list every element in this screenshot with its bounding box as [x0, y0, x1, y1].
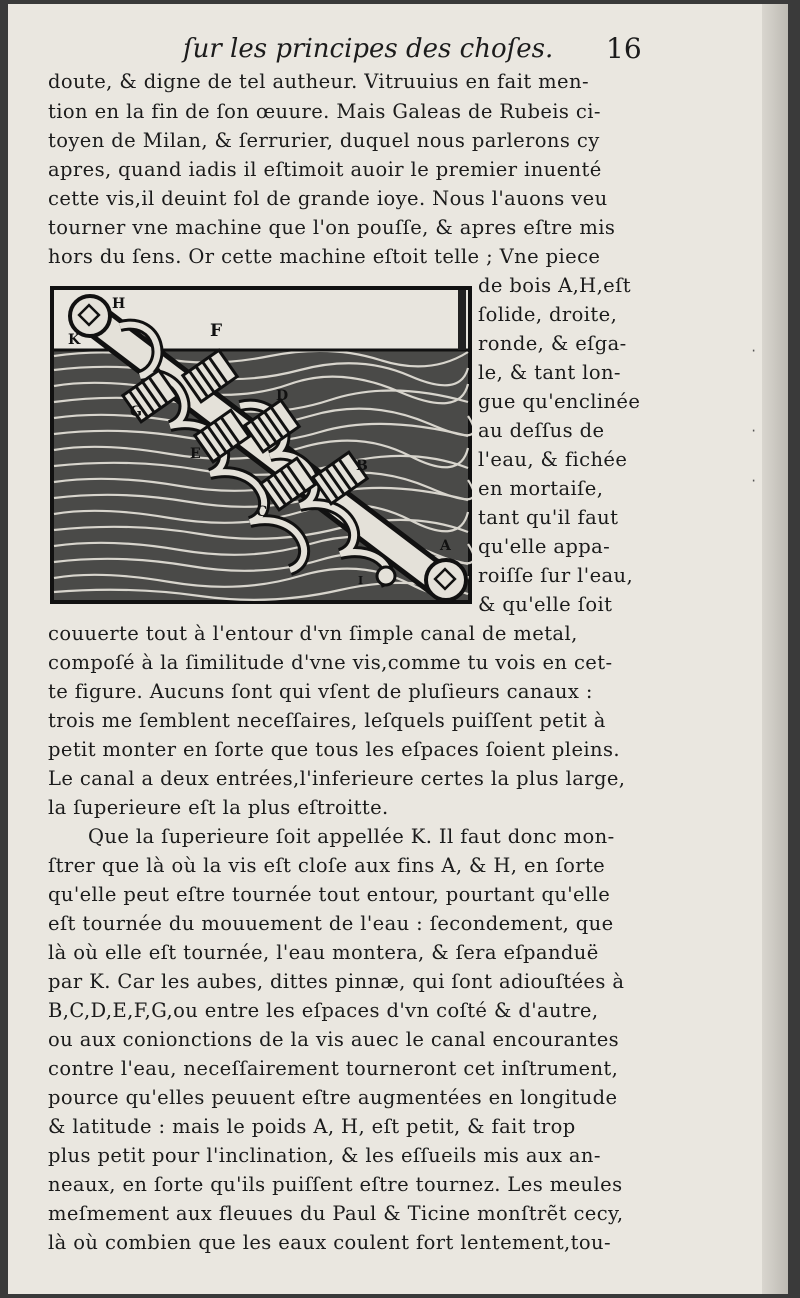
- label-k: K: [68, 332, 81, 348]
- text-line: te figure. Aucuns ſont qui vſent de pluſieurs canaux :: [48, 680, 593, 703]
- text-line: l'eau, & fichée: [478, 448, 628, 471]
- text-line: compoſé à la ſimilitude d'vne vis,comme tu vois en cet-: [48, 651, 613, 674]
- bleed-through-mark: ·: [750, 344, 758, 358]
- text-line: par K. Car les aubes, dittes pinnæ, qui ſont adiouſtées à: [48, 970, 625, 993]
- text-line: qu'elle peut eſtre tournée tout entour, pourtant qu'elle: [48, 883, 611, 906]
- text-line: trois me ſemblent neceſſaires, leſquels puiſſent petit à: [48, 709, 606, 732]
- text-line: cette vis,il deuint fol de grande ioye. Nous l'auons veu: [48, 187, 608, 210]
- text-line: ſolide, droite,: [478, 303, 618, 326]
- label-c: C: [256, 504, 268, 520]
- screw-machine-woodcut: [50, 286, 472, 604]
- label-f: F: [210, 321, 223, 341]
- text-line: là où elle eſt tournée, l'eau montera, & ſera eſpanduë: [48, 941, 599, 964]
- text-line: gue qu'enclinée: [478, 390, 641, 413]
- text-line: eſt tournée du mouuement de l'eau : ſecondement, que: [48, 912, 614, 935]
- label-d: D: [276, 388, 289, 404]
- text-line: la ſuperieure eſt la plus eſtroitte.: [48, 796, 389, 819]
- text-line: toyen de Milan, & ſerrurier, duquel nous parlerons cy: [48, 129, 600, 152]
- text-line: Le canal a deux entrées,l'inferieure certes la plus large,: [48, 767, 626, 790]
- label-h: H: [112, 296, 126, 312]
- bleed-through-mark: ·: [750, 474, 758, 488]
- text-line: & latitude : mais le poids A, H, eſt petit, & fait trop: [48, 1115, 576, 1138]
- text-line: petit monter en ſorte que tous les eſpaces ſoient pleins.: [48, 738, 620, 761]
- text-line: tion en la fin de ſon œuure. Mais Galeas de Rubeis ci-: [48, 100, 601, 123]
- label-i: I: [358, 574, 364, 587]
- text-line: roiſſe ſur l'eau,: [478, 564, 634, 587]
- text-line: & qu'elle ſoit: [478, 593, 613, 616]
- paragraph-first-line: Que la ſuperieure ſoit appellée K. Il faut donc mon-: [88, 825, 615, 848]
- text-line: ronde, & eſga-: [478, 332, 627, 355]
- text-line: tourner vne machine que l'on pouſſe, & apres eſtre mis: [48, 216, 616, 239]
- text-line: au deſſus de: [478, 419, 605, 442]
- label-e: E: [190, 446, 201, 462]
- text-line: contre l'eau, neceſſairement tourneront cet inſtrument,: [48, 1057, 619, 1080]
- label-a: A: [440, 538, 451, 554]
- text-line: le, & tant lon-: [478, 361, 621, 384]
- text-line: ou aux conionctions de la vis auec le canal encourantes: [48, 1028, 620, 1051]
- text-line: qu'elle appa-: [478, 535, 611, 558]
- text-line: meſmement aux fleuues du Paul & Ticine monſtrẽt cecy,: [48, 1202, 624, 1225]
- book-page: [8, 4, 788, 1294]
- label-b: B: [356, 458, 368, 474]
- text-line: apres, quand iadis il eſtimoit auoir le premier inuenté: [48, 158, 602, 181]
- body-text: [8, 4, 788, 1294]
- text-line: doute, & digne de tel autheur. Vitruuius en fait men-: [48, 70, 589, 93]
- bleed-through-mark: ·: [750, 424, 758, 438]
- text-line: pource qu'elles peuuent eſtre augmentées en longitude: [48, 1086, 618, 1109]
- text-line: tant qu'il faut: [478, 506, 619, 529]
- text-line: en mortaiſe,: [478, 477, 604, 500]
- text-line: B,C,D,E,F,G,ou entre les eſpaces d'vn coſté & d'autre,: [48, 999, 599, 1022]
- label-g: G: [130, 404, 142, 420]
- text-line: hors du ſens. Or cette machine eſtoit telle ; Vne piece: [48, 245, 601, 268]
- text-line: ſtrer que là où la vis eſt cloſe aux fins A, & H, en ſorte: [48, 854, 606, 877]
- text-line: de bois A,H,eſt: [478, 274, 631, 297]
- running-title: ſur les principes des choſes.: [183, 34, 554, 64]
- text-line: neaux, en ſorte qu'ils puiſſent eſtre tournez. Les meules: [48, 1173, 623, 1196]
- page-number: 16: [606, 32, 642, 65]
- woodcut-illustration: [50, 286, 472, 604]
- text-line: là où combien que les eaux coulent fort lentement,tou-: [48, 1231, 611, 1254]
- text-line: plus petit pour l'inclination, & les eſſueils mis aux an-: [48, 1144, 601, 1167]
- text-line: couuerte tout à l'entour d'vn ſimple canal de metal,: [48, 622, 578, 645]
